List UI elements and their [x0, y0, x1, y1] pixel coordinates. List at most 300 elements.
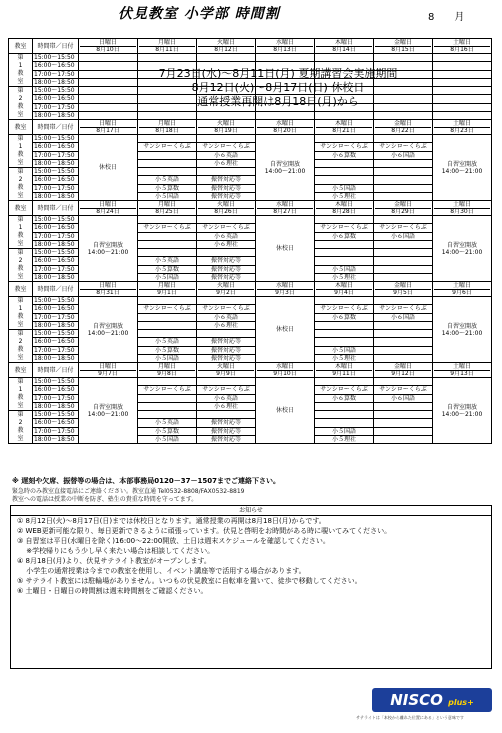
- class-cell: 小６算数: [315, 394, 374, 402]
- class-cell: 小６英語: [197, 151, 256, 159]
- class-cell: 振替対応等: [197, 435, 256, 443]
- class-cell: [374, 354, 433, 362]
- day-header: [256, 39, 315, 54]
- time-slot: 17:00～17:50: [33, 427, 79, 435]
- class-cell: サンシローくらぶ: [315, 143, 374, 151]
- time-slot: 16:00～16:50: [33, 176, 79, 184]
- day-name: 水曜日: [275, 201, 294, 208]
- class-cell: 小５国語: [315, 427, 374, 435]
- day-header: [197, 363, 256, 378]
- class-cell: サンシローくらぶ: [197, 305, 256, 313]
- day-header: [197, 39, 256, 54]
- day-header: [79, 120, 138, 135]
- day-header: [256, 201, 315, 216]
- class-cell: [315, 330, 374, 338]
- time-slot: 16:00～16:50: [33, 257, 79, 265]
- class-cell: 小６理社: [197, 321, 256, 329]
- day-name: 土曜日: [452, 120, 471, 127]
- time-slot: 15:00～15:50: [33, 135, 79, 143]
- class-cell: サンシローくらぶ: [138, 143, 197, 151]
- time-header: 時間帯／日付: [33, 201, 79, 216]
- class-cell: サンシローくらぶ: [315, 305, 374, 313]
- day-date: 9月1日: [139, 289, 195, 296]
- empty-cell: [433, 70, 492, 78]
- empty-cell: [315, 111, 374, 119]
- day-header: [315, 282, 374, 297]
- class-cell: 振替対応等: [197, 184, 256, 192]
- time-slot: 18:00～18:50: [33, 111, 79, 119]
- week-header-row: [9, 120, 492, 135]
- class-cell: [374, 240, 433, 248]
- class-cell: 小５理社: [315, 354, 374, 362]
- empty-cell: [79, 111, 138, 119]
- class-cell: 小５理社: [315, 435, 374, 443]
- announcement-box: [10, 505, 492, 669]
- class-cell: 小５英語: [138, 338, 197, 346]
- day-name: 月曜日: [157, 120, 176, 127]
- class-cell: サンシローくらぶ: [138, 224, 197, 232]
- class-cell: 振替対応等: [197, 273, 256, 281]
- class-cell: [315, 297, 374, 305]
- class-cell: 小６英語: [197, 232, 256, 240]
- day-header: [197, 120, 256, 135]
- announcement-item: ⑤ サテライト教室には駐輪場がありません。いつもの伏見教室に自転車を置いて、徒歩で移動してください。: [17, 577, 362, 585]
- sub-note: 教室への電話は授業の中断を防ぎ、塾生の貴重な時間を守ってます。: [12, 496, 198, 503]
- empty-cell: [315, 54, 374, 62]
- time-slot: 16:00～16:50: [33, 62, 79, 70]
- time-slot: 15:00～15:50: [33, 297, 79, 305]
- class-cell: 小６理社: [197, 240, 256, 248]
- day-header: [79, 282, 138, 297]
- room-label: 第 1 教 室: [9, 216, 33, 249]
- room-label: 第 1 教 室: [9, 297, 33, 330]
- day-name: 木曜日: [334, 39, 353, 46]
- class-cell: 小６理社: [197, 159, 256, 167]
- class-cell: 小５国語: [138, 273, 197, 281]
- day-date: 9月3日: [257, 289, 313, 296]
- class-cell: [138, 313, 197, 321]
- wednesday-cell: 自習室開放 14:00～21:00: [256, 135, 315, 201]
- time-header: 時間帯／日付: [33, 39, 79, 54]
- time-slot: 18:00～18:50: [33, 321, 79, 329]
- page-title: 伏見教室 小学部 時間割: [118, 6, 280, 22]
- class-cell: [138, 159, 197, 167]
- day-header: [374, 39, 433, 54]
- day-name: 金曜日: [393, 282, 412, 289]
- day-name: 火曜日: [216, 201, 235, 208]
- class-cell: サンシローくらぶ: [197, 224, 256, 232]
- class-cell: 小５算数: [138, 265, 197, 273]
- class-cell: 小５国語: [138, 192, 197, 200]
- class-cell: [374, 249, 433, 257]
- class-cell: 小６算数: [315, 151, 374, 159]
- day-name: 火曜日: [216, 363, 235, 370]
- class-cell: [315, 135, 374, 143]
- day-name: 日曜日: [98, 120, 117, 127]
- sub-note: 緊急時のみ教室直接電話にご連絡ください。教室直通 Tel0532-8808/FAX0532-8819: [12, 488, 245, 495]
- class-cell: [138, 402, 197, 410]
- class-cell: [374, 265, 433, 273]
- notice-line: 通常授業再開は8月18日(月)から: [197, 95, 359, 108]
- day-date: 8月31日: [80, 289, 136, 296]
- day-date: 8月29日: [375, 208, 431, 215]
- day-name: 日曜日: [98, 201, 117, 208]
- day-name: 水曜日: [275, 39, 294, 46]
- empty-cell: [433, 87, 492, 95]
- class-cell: 小５国語: [138, 354, 197, 362]
- class-cell: [374, 346, 433, 354]
- class-cell: サンシローくらぶ: [374, 224, 433, 232]
- class-cell: [138, 411, 197, 419]
- class-cell: [315, 402, 374, 410]
- class-cell: [374, 176, 433, 184]
- class-cell: サンシローくらぶ: [374, 305, 433, 313]
- day-header: [138, 363, 197, 378]
- time-slot: 15:00～15:50: [33, 411, 79, 419]
- day-date: 8月21日: [316, 127, 372, 134]
- day-date: 8月13日: [257, 46, 313, 53]
- announcement-item: ※学校帰りにもう少し早く来たい場合は相談してください。: [17, 547, 215, 555]
- contact-warning: ※ 遅刻や欠席、振替等の場合は、本部事務局0120－37－1507までご連絡下さい。: [12, 477, 280, 485]
- empty-cell: [433, 111, 492, 119]
- day-name: 土曜日: [452, 363, 471, 370]
- time-header: 時間帯／日付: [33, 120, 79, 135]
- day-header: [433, 120, 492, 135]
- sunday-cell: 休校日: [79, 135, 138, 201]
- class-cell: [197, 378, 256, 386]
- time-slot: 15:00～15:50: [33, 87, 79, 95]
- week-header-row: [9, 201, 492, 216]
- day-date: 8月28日: [316, 208, 372, 215]
- summer-notice: [118, 67, 438, 109]
- room-label: 第 2 教 室: [9, 411, 33, 444]
- class-cell: [138, 330, 197, 338]
- notice-line: 7月23日(水)～8月11日(月) 夏期講習会実施期間: [158, 67, 398, 80]
- class-cell: [315, 168, 374, 176]
- month-number: 8: [428, 12, 435, 23]
- class-cell: [197, 297, 256, 305]
- class-cell: [315, 216, 374, 224]
- class-cell: [315, 411, 374, 419]
- day-header: [433, 39, 492, 54]
- day-name: 土曜日: [452, 282, 471, 289]
- class-cell: 小６英語: [197, 313, 256, 321]
- time-slot: 15:00～15:50: [33, 54, 79, 62]
- time-slot: 17:00～17:50: [33, 70, 79, 78]
- notice-line: 8月12日(火)～8月17日(日) 休校日: [191, 81, 365, 94]
- day-name: 木曜日: [334, 282, 353, 289]
- class-cell: 小５国語: [315, 184, 374, 192]
- class-cell: [374, 168, 433, 176]
- class-cell: [374, 297, 433, 305]
- class-cell: [138, 249, 197, 257]
- day-name: 金曜日: [393, 363, 412, 370]
- wednesday-cell: 休校日: [256, 378, 315, 444]
- day-header: [433, 363, 492, 378]
- announcement-item: ③ 自習室は平日(水曜日を除く)16:00～22:00開放、土日は週末スケジュールを確認してください。: [17, 537, 330, 545]
- class-cell: [374, 184, 433, 192]
- day-header: [197, 201, 256, 216]
- class-cell: [138, 321, 197, 329]
- time-slot: 15:00～15:50: [33, 378, 79, 386]
- day-name: 木曜日: [334, 120, 353, 127]
- time-slot: 16:00～16:50: [33, 95, 79, 103]
- time-slot: 17:00～17:50: [33, 313, 79, 321]
- class-cell: 小６国語: [374, 394, 433, 402]
- class-cell: サンシローくらぶ: [138, 305, 197, 313]
- class-cell: 小６国語: [374, 232, 433, 240]
- day-header: [138, 39, 197, 54]
- class-cell: 小５英語: [138, 419, 197, 427]
- class-cell: [138, 216, 197, 224]
- class-cell: 振替対応等: [197, 265, 256, 273]
- day-date: 8月23日: [434, 127, 490, 134]
- time-slot: 16:00～16:50: [33, 386, 79, 394]
- classroom-header: 教室: [9, 39, 33, 54]
- class-cell: [315, 378, 374, 386]
- time-slot: 18:00～18:50: [33, 402, 79, 410]
- time-slot: 16:00～16:50: [33, 305, 79, 313]
- day-date: 8月19日: [198, 127, 254, 134]
- class-cell: サンシローくらぶ: [197, 386, 256, 394]
- class-cell: [197, 135, 256, 143]
- empty-cell: [256, 111, 315, 119]
- class-cell: [374, 216, 433, 224]
- day-header: [138, 201, 197, 216]
- day-name: 土曜日: [452, 39, 471, 46]
- day-name: 木曜日: [334, 201, 353, 208]
- day-name: 火曜日: [216, 120, 235, 127]
- day-name: 金曜日: [393, 201, 412, 208]
- time-header: 時間帯／日付: [33, 363, 79, 378]
- time-slot: 16:00～16:50: [33, 143, 79, 151]
- day-name: 月曜日: [157, 363, 176, 370]
- day-header: [374, 363, 433, 378]
- class-cell: [374, 435, 433, 443]
- announcement-item: ② WEB更新可能な限り、毎日更新できるように頑張っています。伏見と啓明をお時間がある時に覗いてみてください。: [17, 527, 392, 535]
- class-cell: サンシローくらぶ: [374, 143, 433, 151]
- room-label: 第 1 教 室: [9, 54, 33, 87]
- time-slot: 16:00～16:50: [33, 224, 79, 232]
- schedule-row: [9, 54, 492, 62]
- empty-cell: [433, 95, 492, 103]
- class-cell: 振替対応等: [197, 346, 256, 354]
- class-cell: [197, 411, 256, 419]
- day-header: [138, 282, 197, 297]
- class-cell: 小５算数: [138, 346, 197, 354]
- time-slot: 18:00～18:50: [33, 354, 79, 362]
- class-cell: [374, 273, 433, 281]
- day-header: [315, 363, 374, 378]
- day-date: 8月12日: [198, 46, 254, 53]
- day-date: 9月8日: [139, 370, 195, 377]
- time-slot: 17:00～17:50: [33, 265, 79, 273]
- day-header: [374, 120, 433, 135]
- time-slot: 17:00～17:50: [33, 151, 79, 159]
- day-name: 火曜日: [216, 282, 235, 289]
- class-cell: [197, 330, 256, 338]
- wednesday-cell: 休校日: [256, 297, 315, 363]
- class-cell: 小５国語: [315, 346, 374, 354]
- time-slot: 18:00～18:50: [33, 435, 79, 443]
- time-slot: 17:00～17:50: [33, 184, 79, 192]
- class-cell: 小５算数: [138, 427, 197, 435]
- announcement-item: ① 8月12日(火)～8月17日(日)までは休校日となります。通常授業の再開は8月18日(月)からです。: [17, 517, 326, 525]
- class-cell: 小５理社: [315, 273, 374, 281]
- logo-text: NISCO: [390, 691, 443, 709]
- classroom-header: 教室: [9, 282, 33, 297]
- day-date: 8月27日: [257, 208, 313, 215]
- wednesday-cell: 休校日: [256, 216, 315, 282]
- time-slot: 17:00～17:50: [33, 103, 79, 111]
- time-slot: 17:00～17:50: [33, 232, 79, 240]
- empty-cell: [433, 103, 492, 111]
- empty-cell: [197, 111, 256, 119]
- room-label: 第 2 教 室: [9, 168, 33, 201]
- class-cell: [315, 257, 374, 265]
- class-cell: [138, 168, 197, 176]
- class-cell: [374, 257, 433, 265]
- empty-cell: [374, 111, 433, 119]
- room-label: 第 1 教 室: [9, 378, 33, 411]
- footnote: サテライトは「本校から離れた位置にある」という意味です: [356, 715, 464, 720]
- day-name: 土曜日: [452, 201, 471, 208]
- empty-cell: [138, 54, 197, 62]
- class-cell: [315, 176, 374, 184]
- sunday-cell: 自習室開放 14:00～21:00: [79, 297, 138, 363]
- class-cell: サンシローくらぶ: [315, 386, 374, 394]
- classroom-header: 教室: [9, 363, 33, 378]
- time-slot: 15:00～15:50: [33, 249, 79, 257]
- day-header: [256, 120, 315, 135]
- day-date: 9月10日: [257, 370, 313, 377]
- day-date: 8月11日: [139, 46, 195, 53]
- empty-cell: [433, 78, 492, 86]
- class-cell: [374, 427, 433, 435]
- time-slot: 18:00～18:50: [33, 159, 79, 167]
- day-date: 8月10日: [80, 46, 136, 53]
- day-date: 8月18日: [139, 127, 195, 134]
- sunday-cell: 自習室開放 14:00～21:00: [79, 378, 138, 444]
- day-date: 9月7日: [80, 370, 136, 377]
- day-date: 9月6日: [434, 289, 490, 296]
- time-slot: 18:00～18:50: [33, 240, 79, 248]
- day-date: 8月17日: [80, 127, 136, 134]
- class-cell: 小５英語: [138, 176, 197, 184]
- sunday-cell: 自習室開放 14:00～21:00: [79, 216, 138, 282]
- class-cell: 小５理社: [315, 192, 374, 200]
- class-cell: サンシローくらぶ: [197, 143, 256, 151]
- day-header: [79, 39, 138, 54]
- day-date: 8月25日: [139, 208, 195, 215]
- class-cell: [374, 419, 433, 427]
- day-date: 9月2日: [198, 289, 254, 296]
- class-cell: [374, 402, 433, 410]
- day-name: 日曜日: [98, 282, 117, 289]
- empty-cell: [138, 111, 197, 119]
- schedule-row: [9, 135, 492, 143]
- class-cell: [138, 378, 197, 386]
- day-header: [433, 282, 492, 297]
- announcement-item: 小学生の通常授業は今までの教室を使用し、イベント講座等で活用する場合があります。: [17, 567, 306, 575]
- time-slot: 16:00～16:50: [33, 419, 79, 427]
- class-cell: [138, 135, 197, 143]
- class-cell: サンシローくらぶ: [374, 386, 433, 394]
- day-header: [315, 120, 374, 135]
- day-date: 9月11日: [316, 370, 372, 377]
- class-cell: [138, 297, 197, 305]
- day-date: 8月24日: [80, 208, 136, 215]
- class-cell: 振替対応等: [197, 338, 256, 346]
- class-cell: 振替対応等: [197, 419, 256, 427]
- time-slot: 16:00～16:50: [33, 338, 79, 346]
- class-cell: [374, 321, 433, 329]
- saturday-cell: 自習室開放 14:00～21:00: [433, 378, 492, 444]
- day-date: 9月5日: [375, 289, 431, 296]
- day-date: 8月15日: [375, 46, 431, 53]
- class-cell: 振替対応等: [197, 257, 256, 265]
- class-cell: サンシローくらぶ: [315, 224, 374, 232]
- day-date: 8月14日: [316, 46, 372, 53]
- class-cell: [374, 135, 433, 143]
- schedule-row: [9, 216, 492, 224]
- time-slot: 18:00～18:50: [33, 192, 79, 200]
- day-header: [256, 363, 315, 378]
- day-name: 月曜日: [157, 201, 176, 208]
- class-cell: [138, 232, 197, 240]
- empty-cell: [433, 54, 492, 62]
- time-slot: 17:00～17:50: [33, 394, 79, 402]
- class-cell: 小６国語: [374, 313, 433, 321]
- class-cell: 小６算数: [315, 232, 374, 240]
- class-cell: [374, 378, 433, 386]
- class-cell: 小５国語: [138, 435, 197, 443]
- class-cell: [197, 249, 256, 257]
- empty-cell: [79, 54, 138, 62]
- day-header: [374, 282, 433, 297]
- day-header: [256, 282, 315, 297]
- day-name: 水曜日: [275, 363, 294, 370]
- class-cell: [138, 240, 197, 248]
- class-cell: [315, 159, 374, 167]
- time-slot: 18:00～18:50: [33, 78, 79, 86]
- class-cell: 小５英語: [138, 257, 197, 265]
- day-header: [315, 201, 374, 216]
- logo-plus: plus+: [448, 698, 474, 707]
- class-cell: 振替対応等: [197, 427, 256, 435]
- day-date: 8月16日: [434, 46, 490, 53]
- day-name: 火曜日: [216, 39, 235, 46]
- schedule-row: [9, 111, 492, 119]
- empty-cell: [374, 54, 433, 62]
- class-cell: [315, 249, 374, 257]
- class-cell: 小６理社: [197, 402, 256, 410]
- empty-cell: [197, 54, 256, 62]
- day-date: 8月30日: [434, 208, 490, 215]
- class-cell: [374, 411, 433, 419]
- class-cell: [315, 321, 374, 329]
- empty-cell: [433, 62, 492, 70]
- class-cell: [315, 338, 374, 346]
- week-header-row: [9, 39, 492, 54]
- saturday-cell: 自習室開放 14:00～21:00: [433, 135, 492, 201]
- announcement-item: ④ 8月18日(月)より、伏見サテライト教室がオープンします。: [17, 557, 211, 565]
- class-cell: [374, 192, 433, 200]
- day-name: 水曜日: [275, 282, 294, 289]
- day-header: [433, 201, 492, 216]
- room-label: 第 2 教 室: [9, 87, 33, 120]
- day-header: [79, 363, 138, 378]
